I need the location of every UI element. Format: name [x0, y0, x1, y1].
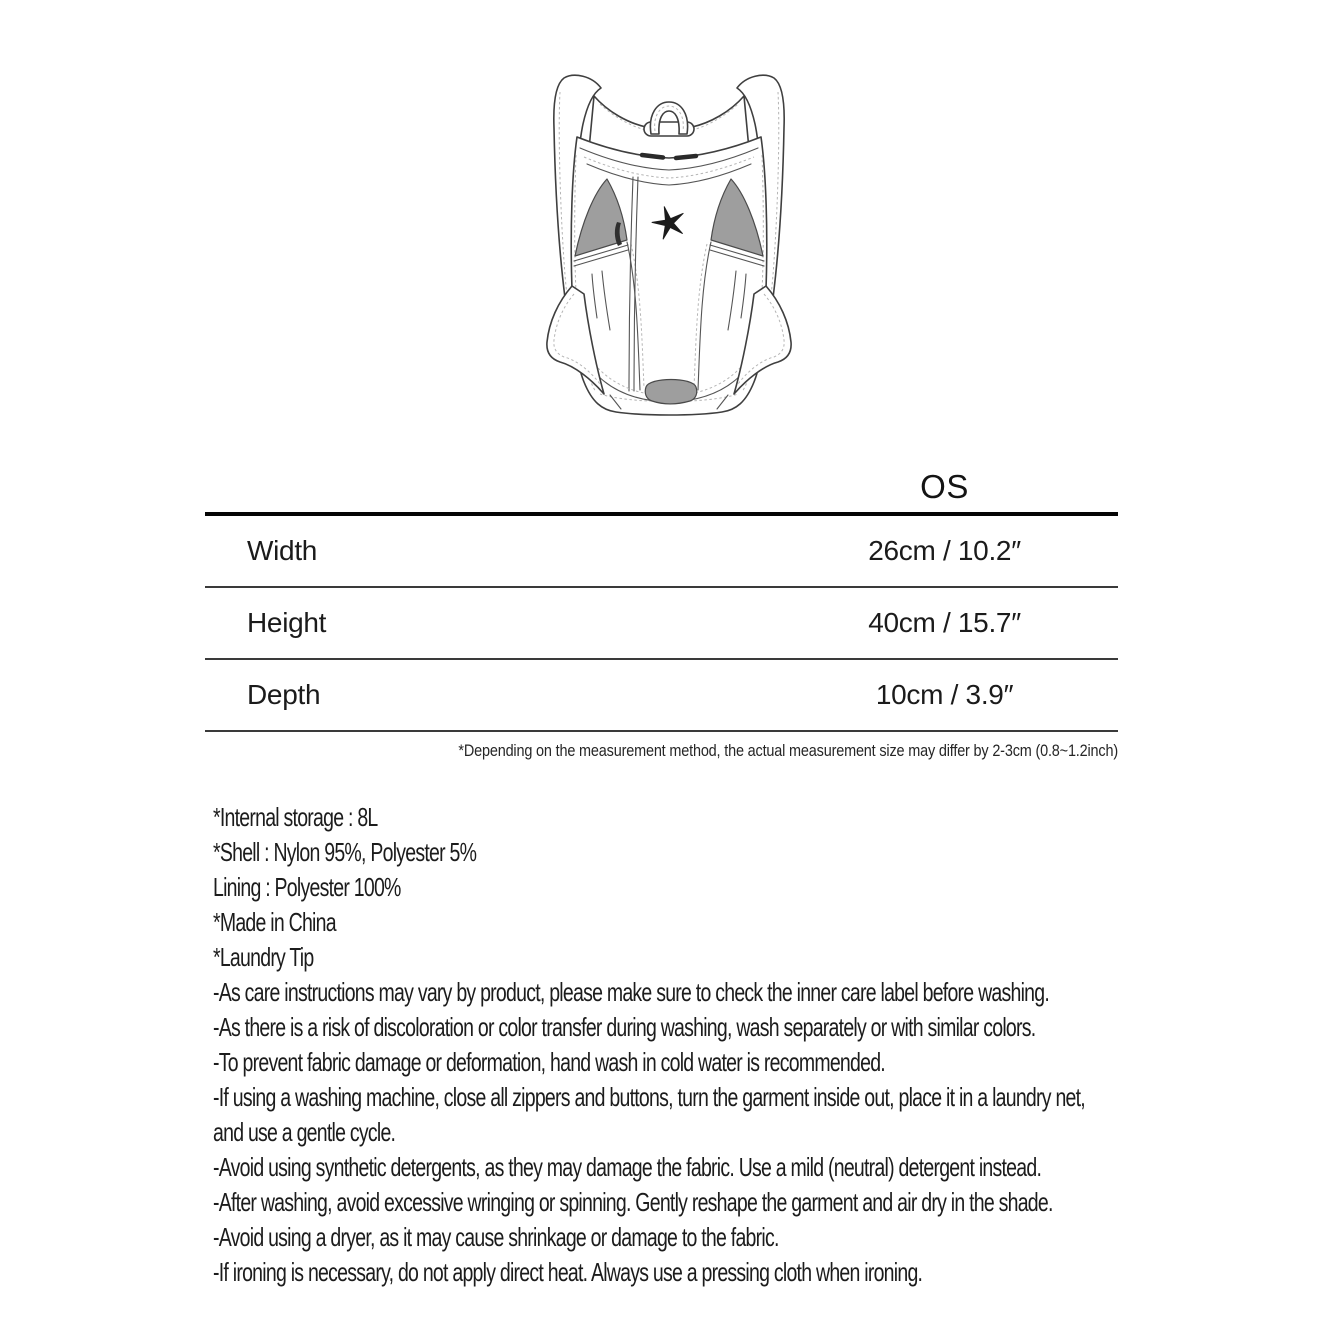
top-handle: [644, 102, 694, 136]
care-line: -To prevent fabric damage or deformation, hand wash in cold water is recommended.: [213, 1047, 885, 1077]
size-label: Depth: [247, 679, 321, 710]
care-line: and use a gentle cycle.: [213, 1117, 396, 1147]
detail-line: *Laundry Tip: [213, 942, 314, 972]
care-line: -As there is a risk of discoloration or color transfer during washing, wash separately or with similar colors.: [213, 1012, 1036, 1042]
care-line: -Avoid using a dryer, as it may cause shrinkage or damage to the fabric.: [213, 1222, 779, 1252]
size-value: 10cm / 3.9″: [875, 679, 1014, 710]
size-row-height: [205, 588, 1118, 660]
care-line: -If using a washing machine, close all zippers and buttons, turn the garment inside out, place it in a laundry net,: [213, 1082, 1085, 1112]
size-column-header: OS: [920, 468, 969, 505]
product-details: [213, 800, 1333, 1290]
detail-line: Lining : Polyester 100%: [213, 872, 401, 902]
size-row-width: [205, 516, 1118, 588]
care-line: -If ironing is necessary, do not apply direct heat. Always use a pressing cloth when ironing.: [213, 1257, 923, 1287]
backpack-illustration: [530, 60, 810, 440]
size-table-header: [205, 462, 1118, 516]
care-line: -As care instructions may vary by product, please make sure to check the inner care label before washing.: [213, 977, 1050, 1007]
size-label: Height: [247, 607, 327, 638]
size-value: 26cm / 10.2″: [868, 535, 1021, 566]
backpack-drawing: [530, 60, 810, 440]
size-label: Width: [247, 535, 318, 566]
size-table: [205, 462, 1118, 761]
care-line: -After washing, avoid excessive wringing or spinning. Gently reshape the garment and air dry in the shade.: [213, 1187, 1053, 1217]
care-line: -Avoid using synthetic detergents, as they may damage the fabric. Use a mild (neutral) detergent instead.: [213, 1152, 1042, 1182]
detail-line: *Shell : Nylon 95%, Polyester 5%: [213, 837, 477, 867]
size-row-depth: [205, 660, 1118, 732]
size-footnote: *Depending on the measurement method, the actual measurement size may differ by 2-3cm (0.8~1.2inch): [458, 741, 1118, 760]
detail-line: *Internal storage : 8L: [213, 802, 378, 832]
bag-body: [571, 137, 767, 415]
size-value: 40cm / 15.7″: [868, 607, 1021, 638]
detail-line: *Made in China: [213, 907, 336, 937]
